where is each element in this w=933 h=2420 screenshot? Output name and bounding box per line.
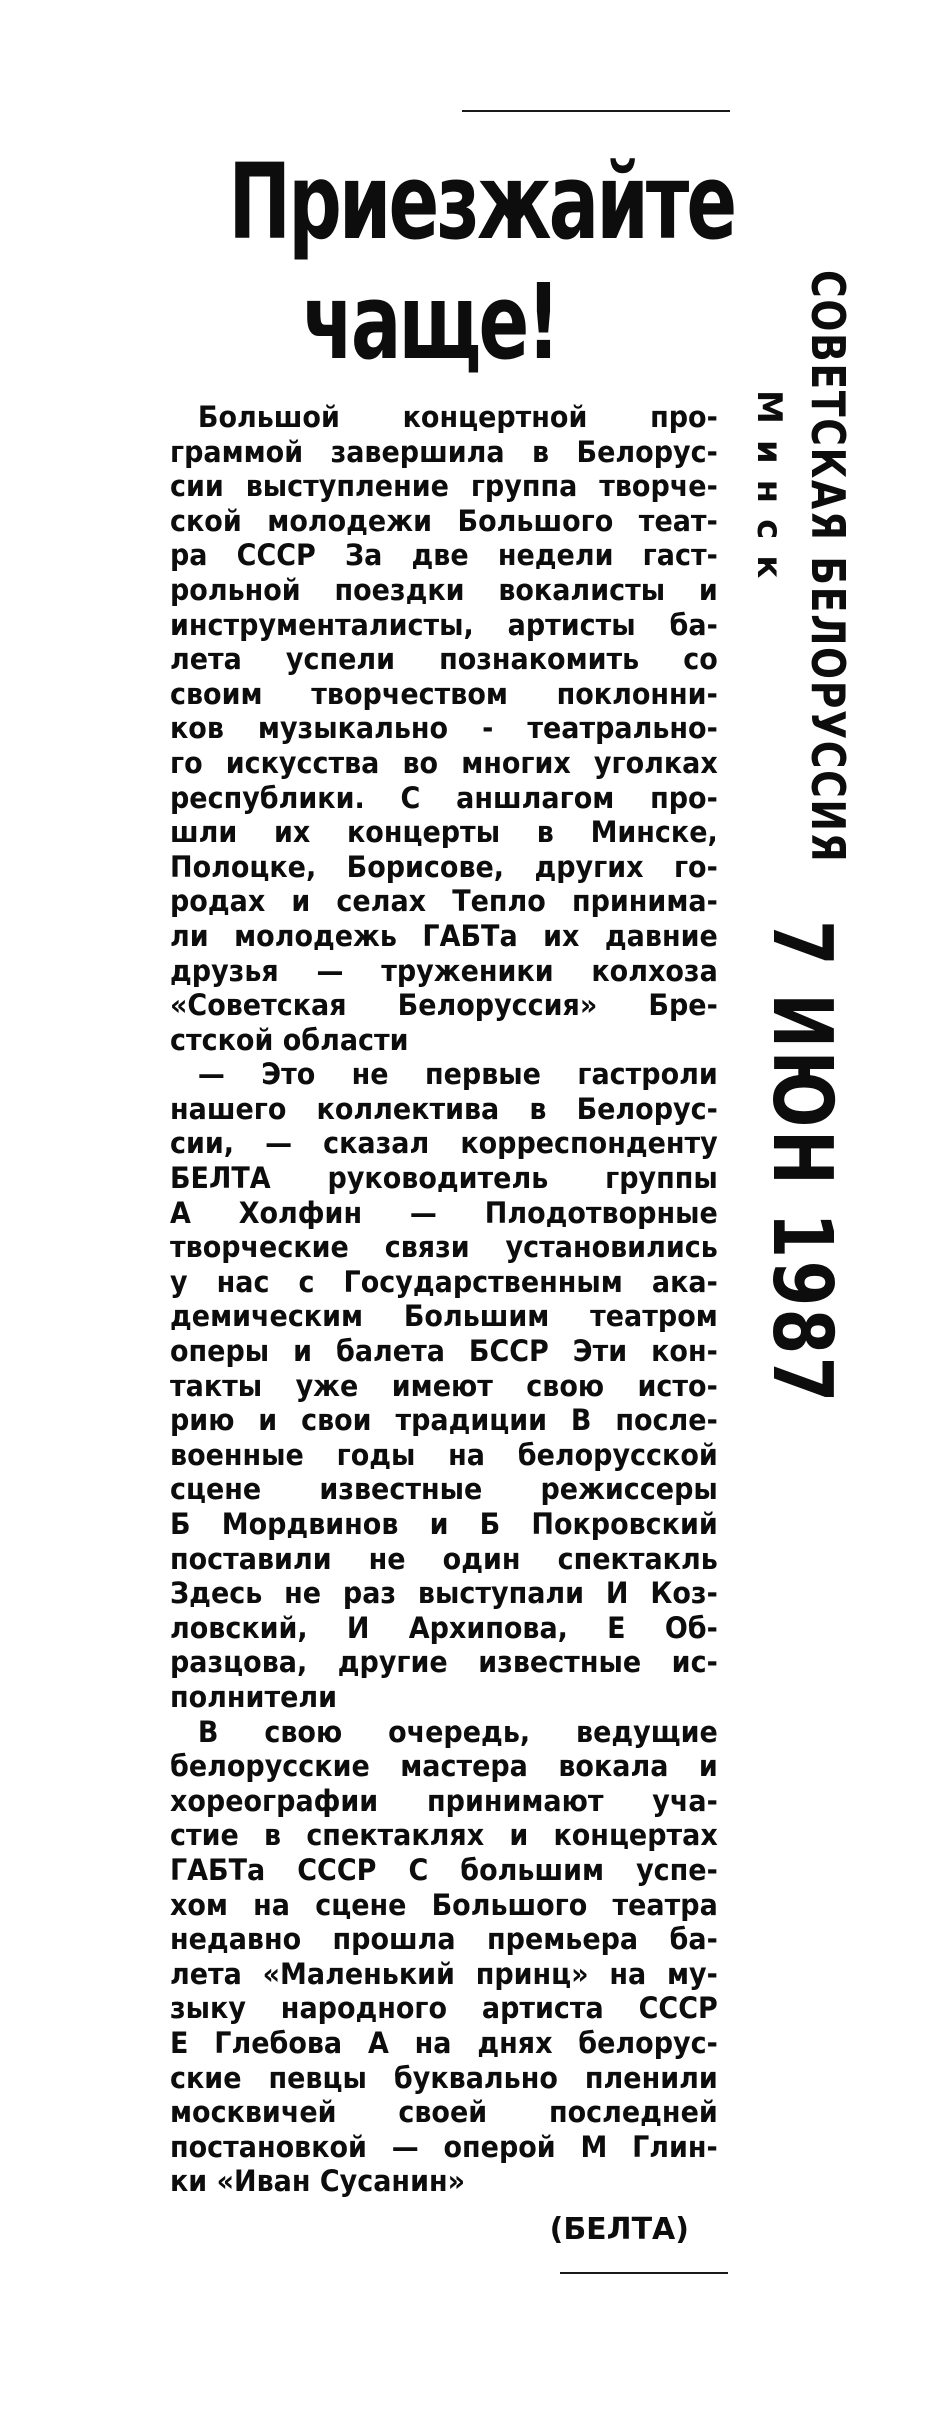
article-line: ли молодежь ГАБТа их давние [170, 918, 718, 953]
article-line: В свою очередь, ведущие [197, 1714, 718, 1749]
stamp-city: Минск [749, 390, 789, 595]
article-line: Б Мордвинов и Б Покровский [170, 1507, 718, 1541]
article-line: рольной поездки вокалисты и [170, 572, 718, 607]
article-line: Полоцке, Борисове, других го- [170, 849, 718, 884]
headline-line-1: Приезжайте [228, 141, 735, 263]
article-line: ГАБТа СССР С большим успе- [170, 1852, 718, 1887]
headline-line-2: чаще! [302, 261, 558, 383]
bottom-rule [560, 2272, 728, 2274]
article-body [170, 400, 718, 2199]
article-line: москвичей своей последней [170, 2095, 718, 2130]
article-line: хореографии принимают уча- [170, 1783, 718, 1818]
article-line: Е Глебова А на днях белорус- [170, 2025, 718, 2060]
article-line: такты уже имеют свою исто- [170, 1368, 718, 1403]
stamp-date: 7 ИЮН 1987 [754, 920, 849, 1405]
article-line: республики. С аншлагом про- [170, 780, 718, 815]
article-line: сии выступление группа творче- [170, 469, 718, 504]
article-line: оперы и балета БССР Эти кон- [170, 1334, 718, 1369]
article-line: БЕЛТА руководитель группы [170, 1161, 718, 1196]
article-line: зыку народного артиста СССР [170, 1991, 718, 2026]
article-line: ские певцы буквально пленили [170, 2060, 718, 2095]
article-line: ловский, И Архипова, Е Об- [170, 1610, 718, 1645]
article-line: полнители [170, 1679, 338, 1714]
article-line: поставили не один спектакль [170, 1541, 718, 1576]
article-line: постановкой — оперой М Глин- [170, 2129, 718, 2164]
article-line: своим творчеством поклонни- [170, 676, 718, 711]
article-line: инструменталисты, артисты ба- [170, 607, 718, 642]
article-line: белорусские мастера вокала и [170, 1749, 718, 1784]
article-line: разцова, другие известные ис- [170, 1645, 718, 1680]
stamp-source: СОВЕТСКАЯ БЕЛОРУССИЯ [801, 270, 855, 864]
article-line: у нас с Государственным ака- [170, 1264, 718, 1299]
article-line: ской молодежи Большого теат- [170, 503, 718, 538]
article-line: «Советская Белоруссия» Бре- [170, 988, 718, 1023]
article-line: ков музыкально - театрально- [170, 711, 718, 746]
article-line: сцене известные режиссеры [170, 1472, 718, 1507]
article-line: сии, — сказал корреспонденту [170, 1126, 718, 1161]
clipping-stamp [735, 270, 855, 1430]
article-line: демическим Большим театром [170, 1299, 718, 1334]
article-line: — Это не первые гастроли [197, 1057, 718, 1092]
article-line: шли их концерты в Минске, [170, 815, 718, 850]
article-line: родах и селах Тепло принима- [170, 884, 718, 919]
article-line: ки «Иван Сусанин» [170, 2164, 466, 2199]
article-line: нашего коллектива в Белорус- [170, 1091, 718, 1126]
agency-signature: (БЕЛТА) [549, 2212, 689, 2247]
article-line: го искусства во многих уголках [170, 745, 718, 780]
article-line: рию и свои традиции В после- [170, 1403, 718, 1438]
top-rule [462, 110, 730, 112]
article-line: стие в спектаклях и концертах [170, 1818, 718, 1853]
article-line: ра СССР За две недели гаст- [170, 538, 718, 573]
article-line: лета «Маленький принц» на му- [170, 1956, 718, 1991]
article-line: военные годы на белорусской [170, 1437, 718, 1472]
article-line: лета успели познакомить со [170, 642, 718, 677]
article-line: стской области [170, 1022, 409, 1057]
article-line: граммой завершила в Белорус- [170, 434, 718, 469]
article-line: недавно прошла премьера ба- [170, 1922, 718, 1957]
article-line: Здесь не раз выступали И Коз- [170, 1576, 718, 1611]
article-line: А Холфин — Плодотворные [170, 1195, 718, 1230]
article-line: Большой концертной про- [197, 400, 718, 434]
article-line: друзья — труженики колхоза [170, 953, 718, 988]
article-line: хом на сцене Большого театра [170, 1887, 718, 1922]
article-line: творческие связи установились [170, 1230, 718, 1265]
